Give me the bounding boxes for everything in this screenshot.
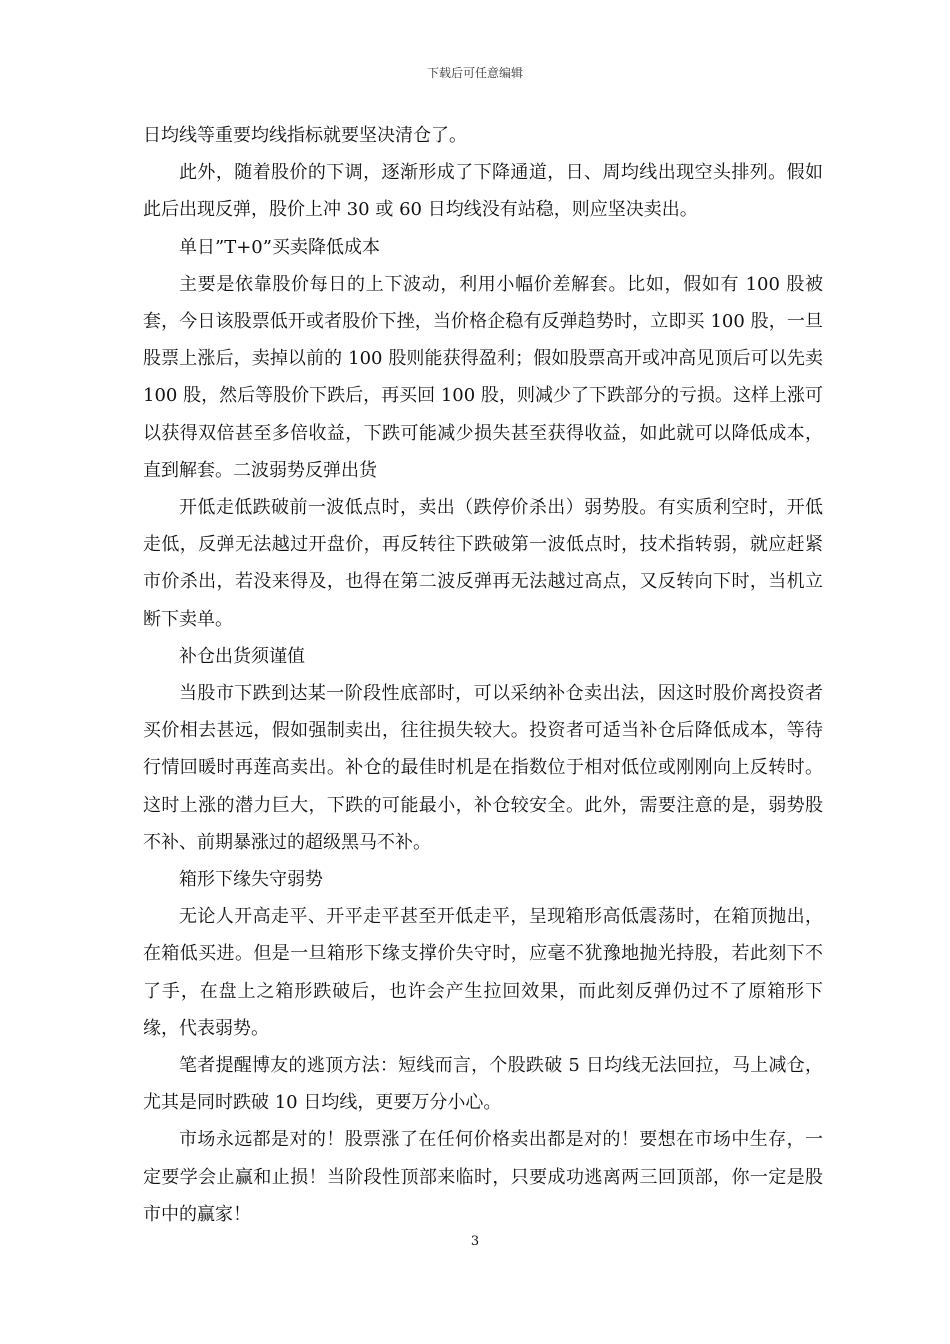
- paragraph-continuation: 日均线等重要均线指标就要坚决清仓了。: [143, 125, 467, 146]
- paragraph: 当股市下跌到达某一阶段性底部时，可以采纳补仓卖出法，因这时股价离投资者买价相去甚远，假如强制卖出，往往损失较大。投资者可适当补仓后降低成本，等待行情回暖时再莲高卖出。补仓的最佳时机是在指数位于相对低位或刚刚向上反转时。这时上涨的潜力巨大，下跌的可能最小，补仓较安全。此外，需要注意的是，弱势股不补、前期暴涨过的超级黑马不补。: [143, 683, 823, 853]
- section-heading: 箱形下缘失守弱势: [179, 869, 323, 891]
- section-heading: 单日”T+0”买卖降低成本: [179, 236, 380, 258]
- page-header: 下载后可任意编辑: [426, 66, 523, 80]
- paragraph: 无论人开高走平、开平走平甚至开低走平，呈现箱形高低震荡时，在箱顶抛出，在箱低买进。但是一旦箱形下缘支撑价失守时，应毫不犹豫地抛光持股，若此刻下不了手，在盘上之箱形跌破后，也许会产生拉回效果，而此刻反弹仍过不了原箱形下缘，代表弱势。: [143, 906, 823, 1039]
- paragraph: 开低走低跌破前一波低点时，卖出（跌停价杀出）弱势股。有实质利空时，开低走低，反弹无法越过开盘价，再反转往下跌破第一波低点时，技术指转弱，就应赶紧市价杀出，若没来得及，也得在第二波反弹再无法越过高点，又反转向下时，当机立断下卖单。: [143, 497, 823, 630]
- paragraph: 笔者提醒博友的逃顶方法：短线而言，个股跌破 5 日均线无法回拉，马上减仓，尤其是同时跌破 10 日均线，更要万分小心。: [143, 1055, 823, 1114]
- page-number: 3: [470, 1234, 480, 1249]
- paragraph: 主要是依靠股价每日的上下波动，利用小幅价差解套。比如，假如有 100 股被套，今日该股票低开或者股价下挫，当价格企稳有反弹趋势时，立即买 100 股，一旦股票上涨后，卖掉以前的 100 股则能获得盈利；假如股票高开或冲高见顶后可以先卖 100 股，然后等股价下跌后，再买回 100 股，则减少了下跌部分的亏损。这样上涨可以获得双倍甚至多倍收益，下跌可能减少损失甚至获得收益，如此就可以降低成本，直到解套。二波弱势反弹出货: [143, 273, 823, 481]
- paragraph: 此外，随着股价的下调，逐渐形成了下降通道，日、周均线出现空头排列。假如此后出现反弹，股价上冲 30 或 60 日均线没有站稳，则应坚决卖出。: [143, 162, 823, 221]
- section-heading: 补仓出货须谨值: [179, 645, 305, 667]
- paragraph: 市场永远都是对的！股票涨了在任何价格卖出都是对的！要想在市场中生存，一定要学会止赢和止损！当阶段性顶部来临时，只要成功逃离两三回顶部，你一定是股市中的赢家！: [143, 1129, 823, 1225]
- document-body: [143, 117, 823, 1233]
